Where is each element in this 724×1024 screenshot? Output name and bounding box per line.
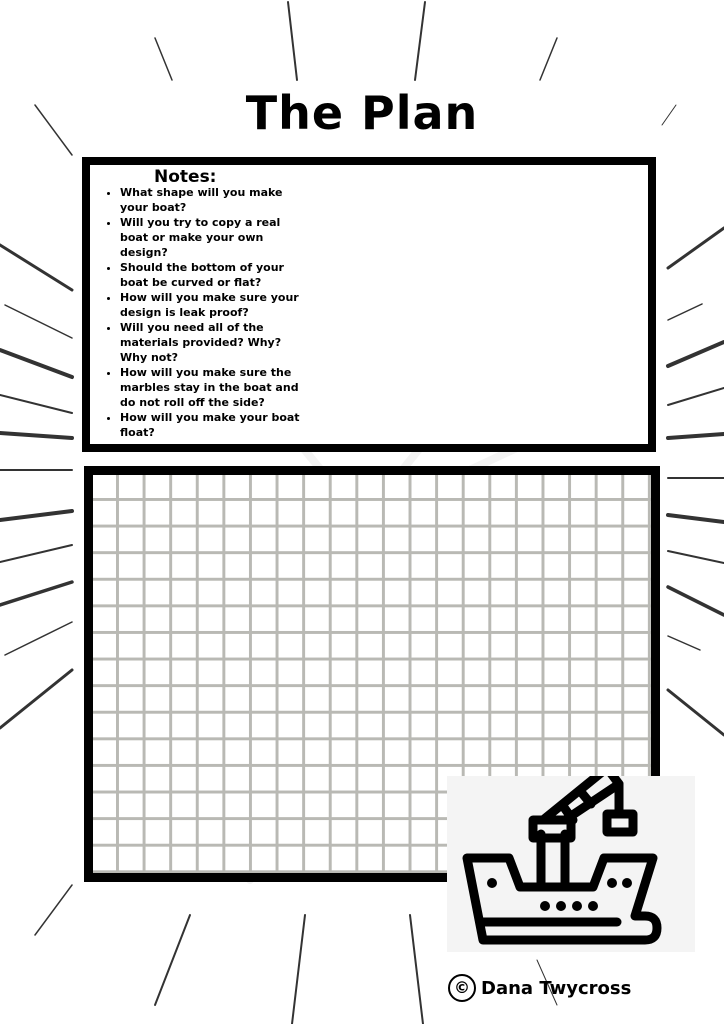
page-title: The Plan xyxy=(245,86,479,140)
note-item: • How will you make sure your design is leak proof? xyxy=(120,290,310,320)
note-item: • How will you make your boat float? xyxy=(120,410,310,440)
cargo-ship-crane-icon xyxy=(447,776,695,952)
note-item: • Should the bottom of your boat be curved or flat? xyxy=(120,260,310,290)
note-item: • What shape will you make your boat? xyxy=(120,185,310,215)
notes-box xyxy=(82,157,656,452)
note-item: • How will you make sure the marbles stay in the boat and do not roll off the side? xyxy=(120,365,310,410)
note-item: • Will you need all of the materials provided? Why? Why not? xyxy=(120,320,310,365)
ship-illustration xyxy=(447,776,695,952)
copyright-credit xyxy=(448,974,631,1002)
note-item: • Will you try to copy a real boat or make your own design? xyxy=(120,215,310,260)
notes-list xyxy=(94,185,310,440)
author-name: Dana Twycross xyxy=(481,977,632,999)
copyright-icon: © xyxy=(448,974,476,1002)
notes-heading: Notes: xyxy=(154,167,217,187)
